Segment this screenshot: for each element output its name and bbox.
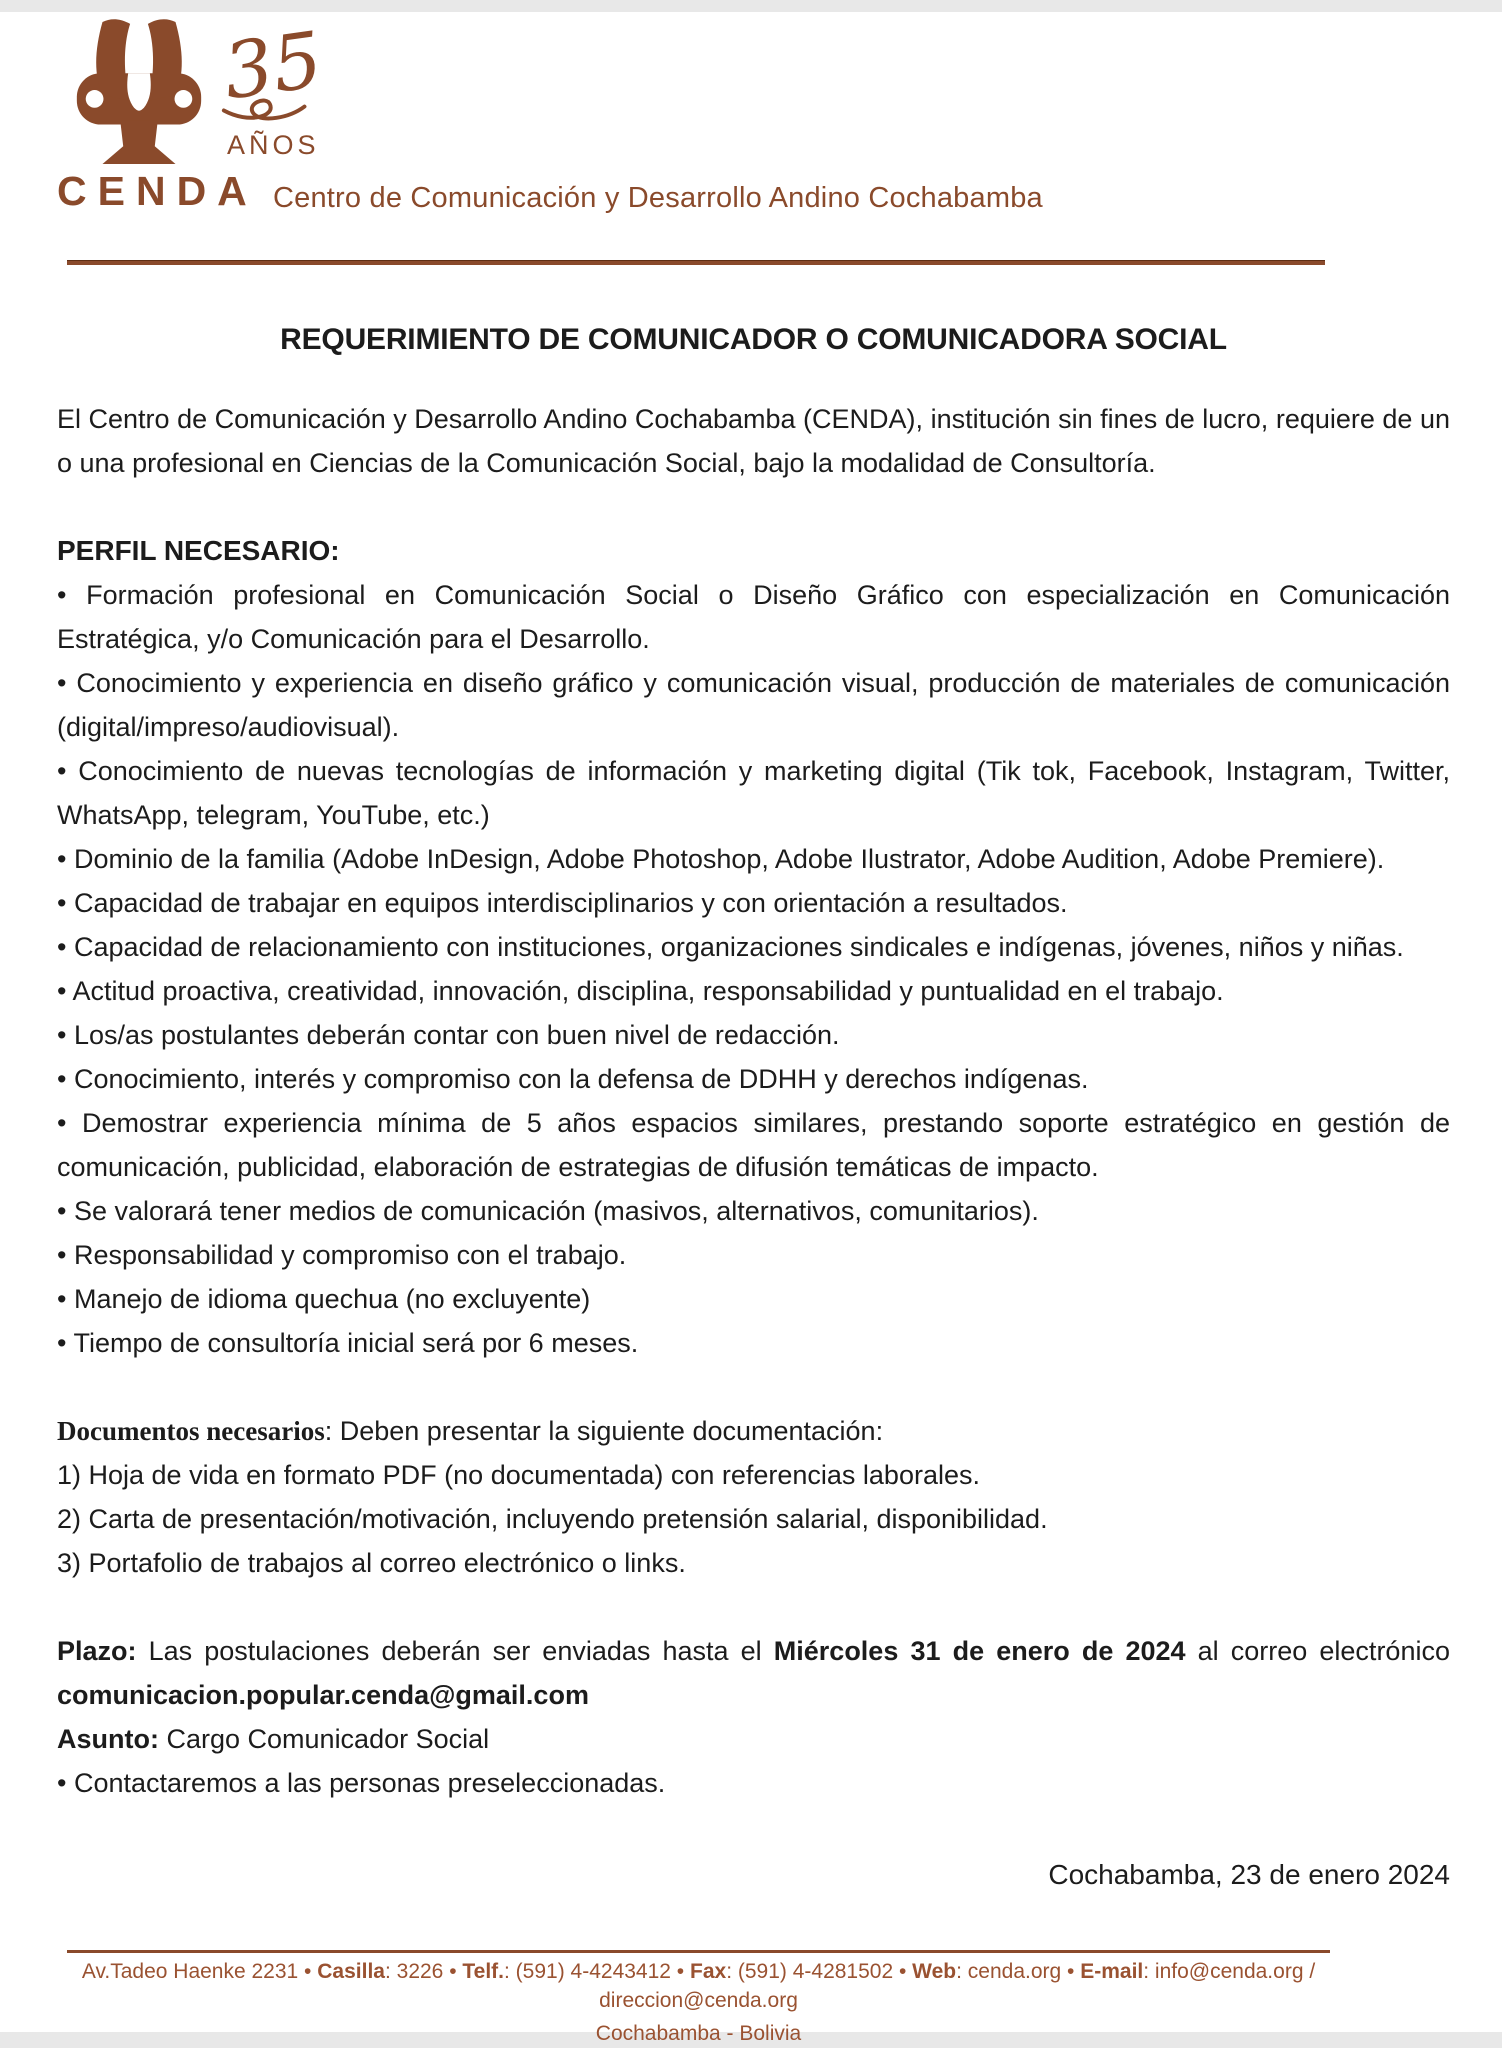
organization-tagline: Centro de Comunicación y Desarrollo Andino Cochabamba <box>273 182 1043 214</box>
document-title: REQUERIMIENTO DE COMUNICADOR O COMUNICADORA SOCIAL <box>280 323 1227 356</box>
profile-requirement-item: • Se valorará tener medios de comunicación (masivos, alternativos, comunitarios). <box>57 1196 1039 1226</box>
document-body <box>57 323 1450 1897</box>
text-segment: : Deben presentar la siguiente documentación: <box>324 1416 884 1446</box>
text-segment: comunicacion.popular.cenda@gmail.com <box>57 1680 589 1710</box>
text-segment: Casilla <box>317 1960 385 1983</box>
anniversary-number: 35 <box>218 15 328 118</box>
footer-location-line: Cochabamba - Bolivia <box>595 2022 802 2045</box>
deadline-paragraph <box>57 1629 1450 1717</box>
letterfoot <box>67 1950 1330 2048</box>
text-segment: Plazo: <box>57 1636 137 1666</box>
contact-note: • Contactaremos a las personas preseleccionadas. <box>57 1768 666 1798</box>
text-segment: : (591) 4-4243412 • <box>504 1960 690 1983</box>
required-document-item: 2) Carta de presentación/motivación, incluyendo pretensión salarial, disponibilidad. <box>57 1504 1048 1534</box>
anniversary-label: AÑOS <box>227 130 320 160</box>
text-segment: E-mail <box>1080 1960 1144 1983</box>
text-segment: Miércoles 31 de enero de 2024 <box>773 1636 1186 1666</box>
cenda-bull-head-icon <box>65 18 213 166</box>
profile-requirements-list <box>57 573 1450 1365</box>
profile-requirement-item: • Formación profesional en Comunicación Social o Diseño Gráfico con especialización en Comunicación Estratégica, y/o Comunicación para el Desarrollo. <box>57 580 1450 654</box>
profile-requirement-item: • Conocimiento de nuevas tecnologías de información y marketing digital (Tik tok, Facebook, Instagram, Twitter, WhatsApp, telegram, YouTube, etc.) <box>57 756 1450 830</box>
header-divider <box>67 260 1325 265</box>
required-document-item: 3) Portafolio de trabajos al correo electrónico o links. <box>57 1548 686 1578</box>
text-segment: Documentos necesarios <box>57 1416 325 1446</box>
required-document-item: 1) Hoja de vida en formato PDF (no documentada) con referencias laborales. <box>57 1460 980 1490</box>
text-segment: : (591) 4-4281502 • <box>726 1960 913 1983</box>
text-segment: Av.Tadeo Haenke 2231 • <box>81 1960 318 1983</box>
text-segment: Cargo Comunicador Social <box>158 1724 490 1754</box>
profile-requirement-item: • Demostrar experiencia mínima de 5 años espacios similares, prestando soporte estratégico en gestión de comunicación, publicidad, elaboración de estrategias de difusión temáticas de impacto. <box>57 1108 1450 1182</box>
document-page <box>0 12 1502 2045</box>
text-segment: Fax <box>690 1960 727 1983</box>
text-segment: : info@cenda.org / direccion@cenda.org <box>599 1960 1316 2012</box>
dateline: Cochabamba, 23 de enero 2024 <box>1048 1859 1450 1890</box>
profile-requirement-item: • Tiempo de consultoría inicial será por 6 meses. <box>57 1328 639 1358</box>
text-segment: Asunto: <box>57 1724 159 1754</box>
footer-contact-line <box>67 1957 1330 2015</box>
profile-requirement-item: • Responsabilidad y compromiso con el trabajo. <box>57 1240 627 1270</box>
intro-paragraph: El Centro de Comunicación y Desarrollo Andino Cochabamba (CENDA), institución sin fines de lucro, requiere de un o una profesional en Ciencias de la Comunicación Social, bajo la modalidad de Consultoría. <box>57 404 1450 478</box>
profile-requirement-item: • Dominio de la familia (Adobe InDesign, Adobe Photoshop, Adobe Ilustrator, Adobe Audition, Adobe Premiere). <box>57 844 1385 874</box>
profile-requirement-item: • Capacidad de relacionamiento con instituciones, organizaciones sindicales e indígenas, jóvenes, niños y niñas. <box>57 932 1404 962</box>
subject-line <box>57 1717 1450 1761</box>
text-segment: Telf. <box>462 1960 505 1983</box>
text-segment: : 3226 • <box>384 1960 463 1983</box>
documents-section-lead <box>57 1409 1450 1453</box>
text-segment: Web <box>912 1960 957 1983</box>
text-segment: al correo electrónico <box>1185 1636 1450 1666</box>
profile-requirement-item: • Conocimiento, interés y compromiso con la defensa de DDHH y derechos indígenas. <box>57 1064 1089 1094</box>
profile-section-heading: PERFIL NECESARIO: <box>57 535 340 566</box>
footer-divider <box>67 1950 1330 1953</box>
profile-requirement-item: • Los/as postulantes deberán contar con buen nivel de redacción. <box>57 1020 840 1050</box>
text-segment: : cenda.org • <box>956 1960 1081 1983</box>
anniversary-35-icon <box>207 15 341 138</box>
profile-requirement-item: • Conocimiento y experiencia en diseño gráfico y comunicación visual, producción de materiales de comunicación (digital/impreso/audiovisual). <box>57 668 1450 742</box>
required-documents-list <box>57 1453 1450 1585</box>
letterhead <box>57 12 1450 224</box>
brand-wordmark: CENDA <box>57 168 258 214</box>
profile-requirement-item: • Actitud proactiva, creatividad, innovación, disciplina, responsabilidad y puntualidad en el trabajo. <box>57 976 1224 1006</box>
text-segment: Las postulaciones deberán ser enviadas hasta el <box>136 1636 774 1666</box>
profile-requirement-item: • Manejo de idioma quechua (no excluyente) <box>57 1284 591 1314</box>
profile-requirement-item: • Capacidad de trabajar en equipos interdisciplinarios y con orientación a resultados. <box>57 888 1068 918</box>
